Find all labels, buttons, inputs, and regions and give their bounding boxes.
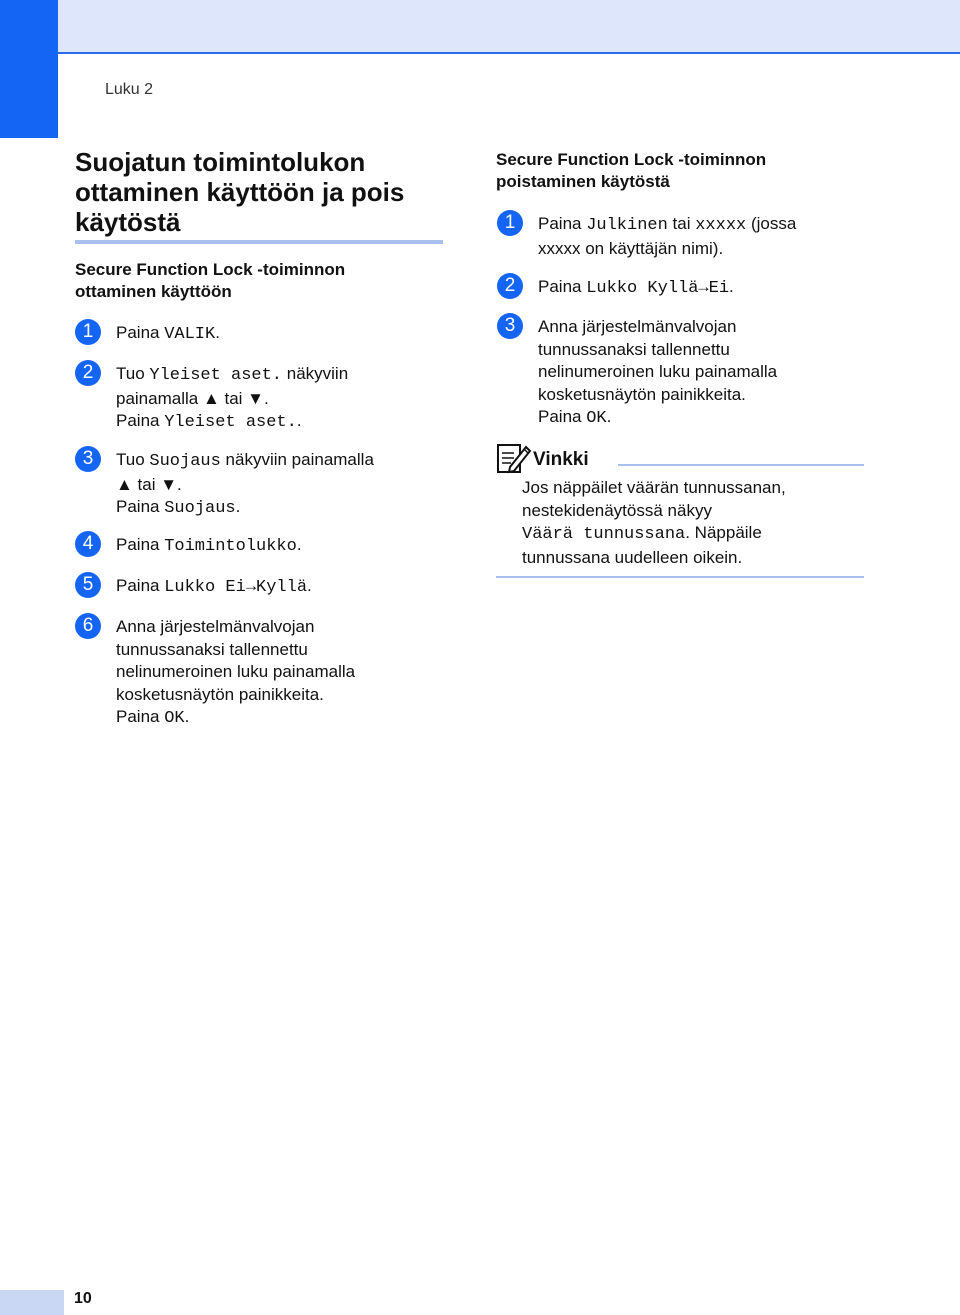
step-number: 3 — [497, 313, 523, 339]
step-text: tunnussanaksi tallennettu — [116, 639, 308, 659]
step-text: ▲ tai ▼. — [116, 474, 182, 494]
note-text: nestekidenäytössä näkyy — [522, 500, 712, 520]
lcd-message: Väärä tunnussana — [522, 525, 686, 544]
step-text: painamalla ▲ tai ▼. — [116, 388, 269, 408]
list-item — [538, 213, 796, 260]
step-text: Tuo — [116, 364, 150, 383]
step-text: Tuo — [116, 450, 150, 469]
step-text: . — [307, 576, 312, 595]
menu-key: Yleiset aset. — [149, 366, 283, 385]
menu-key: Lukko Kyllä→Ei — [586, 279, 730, 298]
header-band — [58, 0, 960, 54]
step-text: kosketusnäytön painikkeita. — [538, 384, 746, 404]
menu-key: Lukko Ei→Kyllä — [164, 578, 308, 597]
note-pencil-icon — [496, 441, 532, 475]
list-item — [116, 575, 312, 600]
page-title: Suojatun toimintolukon ottaminen käyttöön ja pois käytöstä — [75, 147, 405, 237]
step-text: Anna järjestelmänvalvojan — [116, 617, 315, 636]
step-number: 2 — [75, 360, 101, 386]
list-item — [116, 363, 348, 435]
note-text: . Näppäile — [685, 523, 762, 542]
step-text: Paina — [538, 407, 587, 426]
list-item — [116, 616, 355, 731]
left-subtitle: Secure Function Lock -toiminnon ottaminen käyttöön — [75, 260, 346, 301]
step-number: 3 — [75, 446, 101, 472]
step-text: (jossa — [746, 214, 797, 233]
right-subtitle-line: poistaminen käytöstä — [496, 172, 670, 191]
list-item — [116, 322, 220, 347]
step-text: Paina — [538, 214, 587, 233]
note-bottom-rule — [496, 576, 864, 578]
step-text: Paina — [116, 535, 165, 554]
page-number-tab — [0, 1290, 64, 1315]
step-text: . — [606, 407, 612, 426]
title-rule — [75, 240, 443, 244]
menu-key: Julkinen — [586, 216, 668, 235]
note-title: Vinkki — [533, 449, 589, 470]
menu-key: Yleiset aset. — [164, 413, 297, 432]
step-text: Paina — [538, 277, 587, 296]
right-subtitle-line: Secure Function Lock -toiminnon — [496, 150, 767, 169]
note-text: Jos näppäilet väärän tunnussanan, — [522, 478, 786, 497]
menu-key: VALIK — [164, 325, 216, 344]
step-text: . — [215, 323, 220, 342]
right-subtitle — [496, 149, 876, 193]
step-text: . — [184, 707, 190, 726]
step-text: . — [296, 411, 302, 430]
step-text: xxxxx on käyttäjän nimi). — [538, 238, 724, 258]
list-item — [538, 316, 777, 431]
step-text: nelinumeroinen luku painamalla — [538, 362, 778, 381]
step-text: . — [235, 497, 241, 516]
step-number: 1 — [497, 210, 523, 236]
menu-key: Toimintolukko — [164, 537, 297, 556]
step-number: 4 — [75, 531, 101, 557]
step-text: tai — [667, 214, 696, 233]
menu-key: OK — [586, 409, 607, 428]
step-number: 2 — [497, 273, 523, 299]
step-text: . — [729, 277, 734, 296]
step-text: kosketusnäytön painikkeita. — [116, 684, 324, 704]
step-text: Paina — [116, 707, 165, 726]
step-text: nelinumeroinen luku painamalla — [116, 662, 356, 681]
step-number: 5 — [75, 572, 101, 598]
step-text: tunnussanaksi tallennettu — [538, 339, 730, 359]
step-text: Paina — [116, 576, 165, 595]
step-text: näkyviin painamalla — [220, 450, 374, 469]
chapter-label: Luku 2 — [105, 81, 154, 98]
menu-key: OK — [164, 709, 185, 728]
step-number: 1 — [75, 319, 101, 345]
list-item — [116, 449, 374, 521]
step-number: 6 — [75, 613, 101, 639]
step-text: Paina — [116, 411, 165, 430]
page-number: 10 — [74, 1290, 92, 1307]
list-item — [538, 276, 734, 301]
step-text: näkyviin — [282, 364, 349, 383]
note-body — [522, 477, 786, 569]
list-item — [116, 534, 302, 559]
note-text: tunnussana uudelleen oikein. — [522, 547, 743, 567]
step-text: Anna järjestelmänvalvojan — [538, 317, 737, 336]
note-top-rule — [618, 464, 864, 466]
step-text: . — [296, 535, 302, 554]
menu-key: xxxxx — [695, 216, 747, 235]
step-text: Paina — [116, 323, 165, 342]
chapter-tab — [0, 0, 58, 138]
step-text: Paina — [116, 497, 165, 516]
menu-key: Suojaus — [164, 499, 236, 518]
menu-key: Suojaus — [149, 452, 221, 471]
